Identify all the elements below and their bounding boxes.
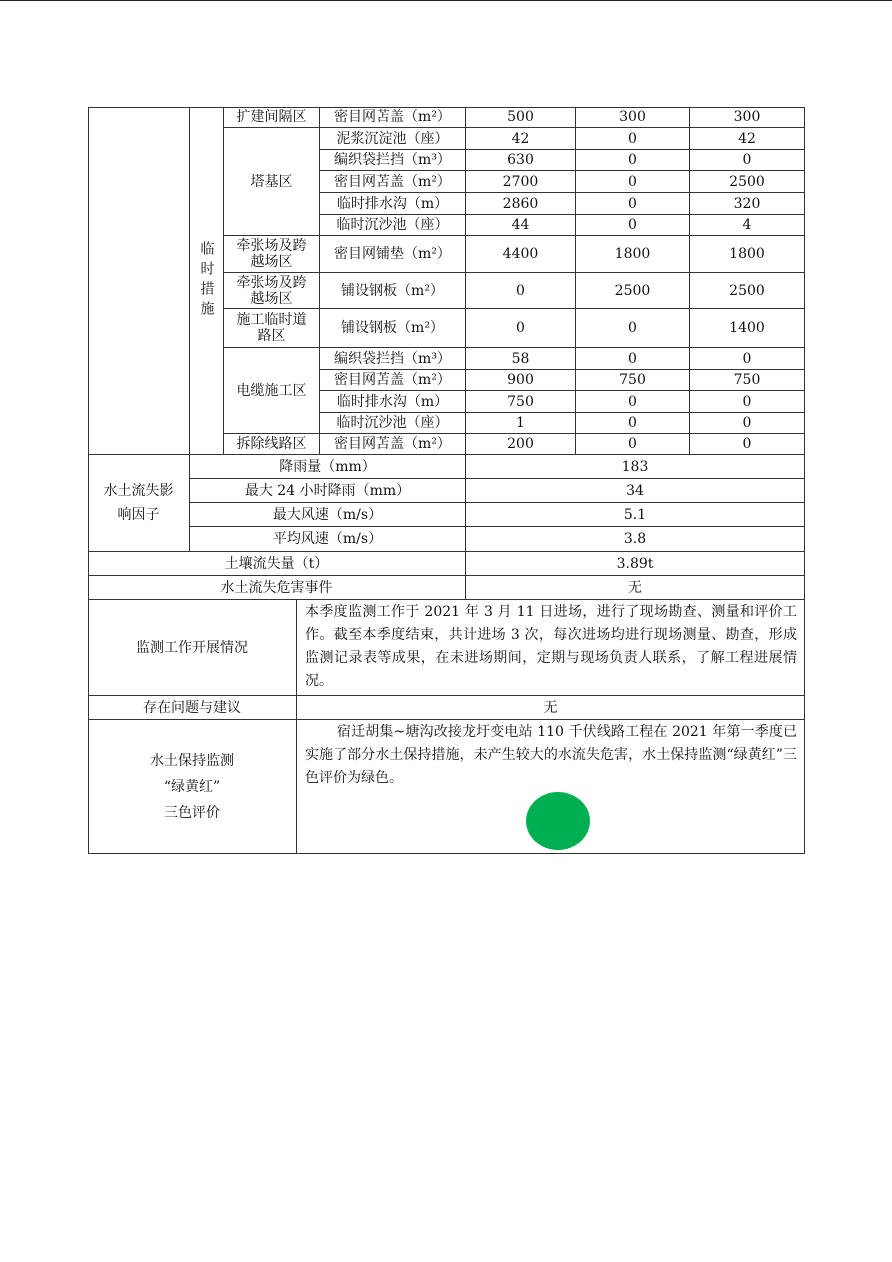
evaluation-label-line: 三色评价 bbox=[164, 804, 220, 821]
measure-value-text: 320 bbox=[733, 195, 761, 212]
factor-label-cell bbox=[190, 455, 466, 479]
measure-value-text: 0 bbox=[628, 415, 637, 431]
measure-item-text: 密目网苫盖（m²） bbox=[334, 109, 451, 125]
value-col1-cell bbox=[466, 391, 576, 413]
measure-value-text: 0 bbox=[742, 436, 752, 452]
measure-item-cell bbox=[320, 128, 466, 150]
factor-label-cell bbox=[190, 503, 466, 527]
value-col1-cell bbox=[466, 236, 576, 273]
measure-value-text: 500 bbox=[507, 109, 534, 125]
evaluation-label bbox=[88, 720, 297, 854]
value-col1-cell bbox=[466, 171, 576, 193]
value-col3-cell bbox=[690, 193, 805, 215]
factor-value-text: 5.1 bbox=[623, 506, 647, 523]
area-label: 施工临时道路区 bbox=[236, 312, 307, 344]
measure-value-text: 300 bbox=[619, 109, 646, 125]
measure-value-text: 0 bbox=[742, 152, 752, 168]
temporary-measures-label bbox=[190, 107, 224, 455]
issues-value-text: 无 bbox=[543, 699, 558, 716]
measure-item-cell bbox=[320, 413, 466, 434]
measure-value-text: 2860 bbox=[502, 195, 539, 212]
factor-label-text: 平均风速（m/s） bbox=[272, 531, 383, 547]
measure-value-text: 4 bbox=[742, 217, 752, 233]
value-col2-cell bbox=[576, 413, 690, 434]
area-label: 牵张场及跨越场区 bbox=[236, 238, 307, 270]
soil-loss-value bbox=[466, 552, 805, 576]
factors-label-text: 水土流失影响因子 bbox=[103, 483, 174, 523]
value-col1-cell bbox=[466, 309, 576, 348]
area-label: 扩建间隔区 bbox=[236, 109, 307, 125]
issues-label-text: 存在问题与建议 bbox=[143, 699, 241, 716]
value-col1-cell bbox=[466, 348, 576, 370]
measure-item-cell bbox=[320, 215, 466, 236]
area-tension-field-1 bbox=[224, 236, 320, 273]
measure-value-text: 1 bbox=[516, 415, 525, 431]
value-col1-cell bbox=[466, 107, 576, 128]
area-label: 塔基区 bbox=[250, 173, 293, 190]
measure-value-text: 1400 bbox=[729, 320, 765, 336]
soil-loss-value-text: 3.89t bbox=[616, 555, 654, 572]
value-col1-cell bbox=[466, 273, 576, 309]
evaluation-label-line: “绿黄红” bbox=[163, 778, 221, 795]
measure-value-text: 750 bbox=[733, 372, 761, 388]
factor-value-cell bbox=[466, 527, 805, 552]
monitoring-paragraph: 本季度监测工作于 2021 年 3 月 11 日进场，进行了现场勘查、测量和评价工作。截至本季度结束，共计进场 3 次，每次进场均进行现场测量、勘查，形成监测记录表等成果，在未进场期间，定期与现场负责人联系，了解工程进展情况。 bbox=[305, 604, 797, 689]
area-tension-field-2 bbox=[224, 273, 320, 309]
measure-item-cell bbox=[320, 309, 466, 348]
measure-item-cell bbox=[320, 348, 466, 370]
factor-label-cell bbox=[190, 527, 466, 552]
measure-value-text: 0 bbox=[628, 350, 637, 367]
evaluation-label-line: 水土保持监测 bbox=[150, 752, 234, 769]
hazard-label-text: 水土流失危害事件 bbox=[220, 579, 333, 596]
factor-value-cell bbox=[466, 503, 805, 527]
issues-label bbox=[88, 696, 297, 720]
value-col3-cell bbox=[690, 434, 805, 455]
value-col2-cell bbox=[576, 215, 690, 236]
measure-value-text: 0 bbox=[742, 393, 752, 410]
soil-loss-label bbox=[88, 552, 466, 576]
area-cable-construction bbox=[224, 348, 320, 434]
hazard-value bbox=[466, 576, 805, 600]
measure-value-text: 900 bbox=[507, 372, 534, 388]
value-col1-cell bbox=[466, 370, 576, 391]
factor-label-cell bbox=[190, 479, 466, 503]
measure-item-text: 铺设钢板（m²） bbox=[341, 320, 444, 336]
measure-item-text: 临时排水沟（m） bbox=[336, 393, 449, 410]
value-col2-cell bbox=[576, 236, 690, 273]
measure-value-text: 0 bbox=[628, 130, 637, 147]
factor-label-text: 降雨量（mm） bbox=[279, 458, 376, 475]
area-tower-base bbox=[224, 128, 320, 236]
factor-value-cell bbox=[466, 479, 805, 503]
measure-item-cell bbox=[320, 370, 466, 391]
measure-item-cell bbox=[320, 107, 466, 128]
measure-value-text: 58 bbox=[511, 350, 530, 367]
value-col1-cell bbox=[466, 193, 576, 215]
monitoring-report-table bbox=[88, 107, 805, 854]
measure-item-text: 临时排水沟（m） bbox=[336, 195, 449, 212]
value-col1-cell bbox=[466, 128, 576, 150]
measure-value-text: 300 bbox=[733, 109, 761, 125]
monitoring-label bbox=[88, 600, 297, 696]
measure-value-text: 0 bbox=[742, 350, 752, 367]
measure-value-text: 0 bbox=[628, 436, 637, 452]
measure-value-text: 2500 bbox=[614, 282, 651, 299]
value-col3-cell bbox=[690, 150, 805, 171]
value-col3-cell bbox=[690, 413, 805, 434]
measure-value-text: 2700 bbox=[502, 173, 539, 190]
measure-value-text: 0 bbox=[742, 415, 752, 431]
measure-item-cell bbox=[320, 193, 466, 215]
measure-value-text: 0 bbox=[516, 282, 525, 299]
value-col2-cell bbox=[576, 309, 690, 348]
value-col3-cell bbox=[690, 107, 805, 128]
measure-item-cell bbox=[320, 273, 466, 309]
value-col3-cell bbox=[690, 215, 805, 236]
measure-value-text: 0 bbox=[628, 173, 637, 190]
measure-item-cell bbox=[320, 236, 466, 273]
factors-label bbox=[88, 455, 190, 552]
value-col1-cell bbox=[466, 434, 576, 455]
value-col3-cell bbox=[690, 273, 805, 309]
measure-item-text: 编织袋拦挡（m³） bbox=[334, 152, 451, 168]
factor-label-text: 最大风速（m/s） bbox=[272, 506, 383, 523]
monitoring-label-text: 监测工作开展情况 bbox=[136, 639, 248, 656]
measure-value-text: 2500 bbox=[729, 173, 765, 190]
factor-value-cell bbox=[466, 455, 805, 479]
value-col3-cell bbox=[690, 309, 805, 348]
hazard-label bbox=[88, 576, 466, 600]
value-col1-cell bbox=[466, 413, 576, 434]
measure-value-text: 1800 bbox=[614, 246, 651, 262]
measure-value-text: 42 bbox=[738, 130, 756, 147]
value-col2-cell bbox=[576, 128, 690, 150]
measure-value-text: 4400 bbox=[502, 246, 539, 262]
measure-item-text: 密目网铺垫（m²） bbox=[334, 246, 451, 262]
area-label: 拆除线路区 bbox=[236, 436, 307, 452]
value-col2-cell bbox=[576, 193, 690, 215]
factor-value-text: 34 bbox=[626, 482, 644, 499]
measure-value-text: 1800 bbox=[729, 246, 765, 262]
area-label: 电缆施工区 bbox=[236, 382, 307, 399]
factor-label-text: 最大 24 小时降雨（mm） bbox=[244, 482, 411, 499]
page-top-rule bbox=[0, 0, 892, 1]
value-col2-cell bbox=[576, 107, 690, 128]
measure-item-text: 泥浆沉淀池（座） bbox=[336, 130, 449, 147]
value-col2-cell bbox=[576, 171, 690, 193]
value-col3-cell bbox=[690, 236, 805, 273]
measure-value-text: 750 bbox=[619, 372, 646, 388]
factor-value-text: 183 bbox=[621, 458, 649, 475]
value-col1-cell bbox=[466, 150, 576, 171]
soil-loss-label-text: 土壤流失量（t） bbox=[224, 555, 329, 572]
value-col1-cell bbox=[466, 215, 576, 236]
area-demolition-line bbox=[224, 434, 320, 455]
measure-value-text: 44 bbox=[511, 217, 530, 233]
value-col2-cell bbox=[576, 348, 690, 370]
area-temporary-road bbox=[224, 309, 320, 348]
measure-value-text: 2500 bbox=[729, 282, 765, 299]
measure-value-text: 0 bbox=[628, 393, 637, 410]
green-rating-indicator bbox=[526, 792, 590, 850]
factor-value-text: 3.8 bbox=[623, 531, 647, 547]
measure-item-text: 临时沉沙池（座） bbox=[336, 217, 449, 233]
hazard-value-text: 无 bbox=[628, 579, 642, 596]
table-blank-cell bbox=[88, 107, 190, 455]
measure-item-cell bbox=[320, 391, 466, 413]
value-col2-cell bbox=[576, 150, 690, 171]
measure-value-text: 0 bbox=[628, 195, 637, 212]
measure-item-cell bbox=[320, 171, 466, 193]
measure-item-cell bbox=[320, 150, 466, 171]
area-label: 牵张场及跨越场区 bbox=[236, 274, 307, 307]
measure-item-text: 铺设钢板（m²） bbox=[341, 282, 444, 299]
measure-value-text: 750 bbox=[507, 393, 534, 410]
value-col3-cell bbox=[690, 370, 805, 391]
value-col2-cell bbox=[576, 434, 690, 455]
measure-item-text: 编织袋拦挡（m³） bbox=[334, 350, 451, 367]
value-col3-cell bbox=[690, 128, 805, 150]
value-col2-cell bbox=[576, 391, 690, 413]
evaluation-paragraph: 宿迁胡集~塘沟改接龙圩变电站 110 千伏线路工程在 2021 年第一季度已实施了部分水土保持措施，未产生较大的水流失危害，水土保持监测“绿黄红”三色评价为绿色。 bbox=[305, 724, 797, 786]
temporary-measures-text: 临时措施 bbox=[198, 240, 215, 321]
measure-item-text: 临时沉沙池（座） bbox=[336, 415, 449, 431]
measure-value-text: 0 bbox=[628, 320, 637, 336]
measure-value-text: 200 bbox=[507, 436, 534, 452]
measure-item-text: 密目网苫盖（m²） bbox=[334, 436, 451, 452]
value-col3-cell bbox=[690, 391, 805, 413]
measure-value-text: 0 bbox=[628, 152, 637, 168]
issues-value bbox=[297, 696, 805, 720]
measure-value-text: 42 bbox=[511, 130, 530, 147]
value-col3-cell bbox=[690, 171, 805, 193]
measure-item-text: 密目网苫盖（m²） bbox=[334, 173, 451, 190]
measure-item-text: 密目网苫盖（m²） bbox=[334, 372, 451, 388]
measure-value-text: 630 bbox=[507, 152, 534, 168]
measure-item-cell bbox=[320, 434, 466, 455]
value-col3-cell bbox=[690, 348, 805, 370]
area-expansion-bay bbox=[224, 107, 320, 128]
value-col2-cell bbox=[576, 370, 690, 391]
value-col2-cell bbox=[576, 273, 690, 309]
measure-value-text: 0 bbox=[628, 217, 637, 233]
measure-value-text: 0 bbox=[516, 320, 525, 336]
